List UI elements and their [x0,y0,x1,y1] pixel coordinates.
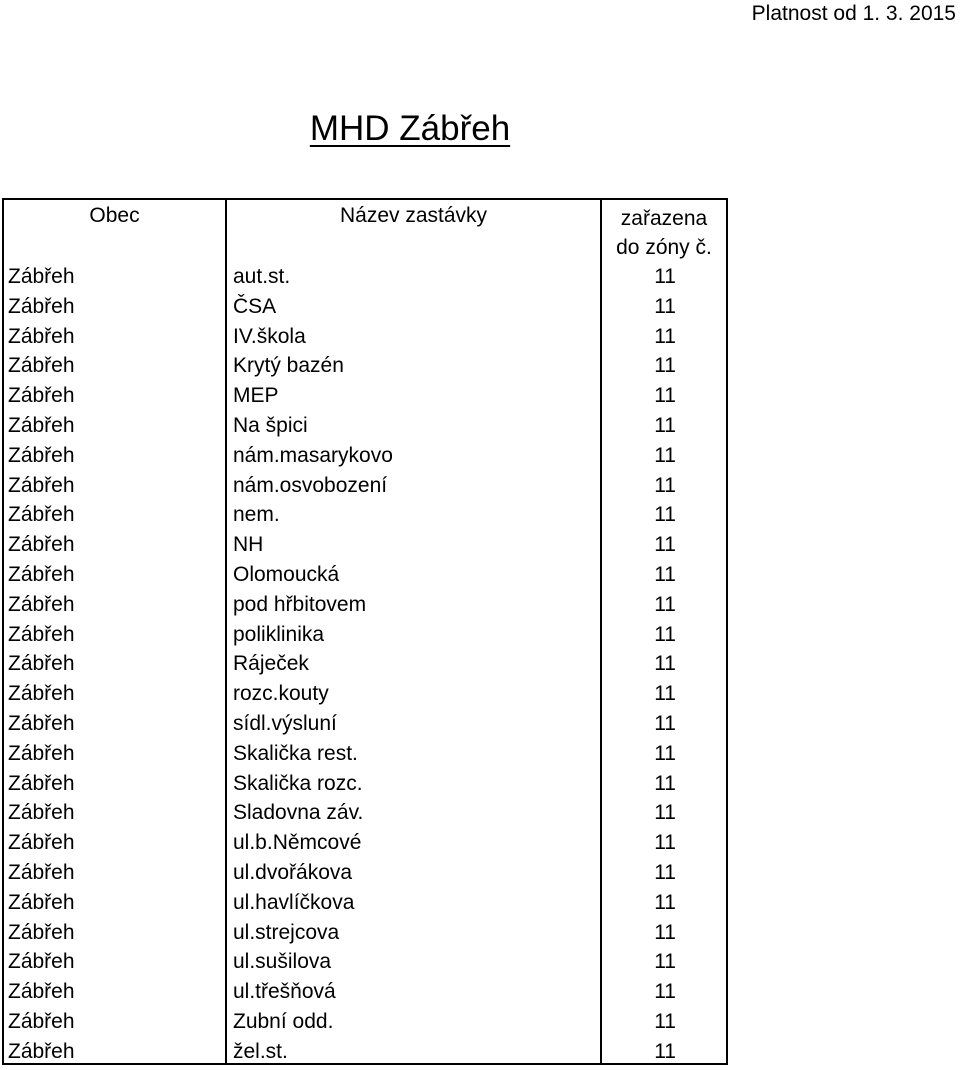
cell-obec: Zábřeh [8,413,75,437]
table-row [4,858,726,888]
cell-nazev-zastavky: ul.havlíčkova [233,890,355,914]
cell-obec: Zábřeh [8,562,75,586]
cell-obec: Zábřeh [8,592,75,616]
cell-obec: Zábřeh [8,443,75,467]
cell-zona: 11 [654,741,676,765]
cell-obec: Zábřeh [8,652,75,676]
cell-nazev-zastavky: žel.st. [233,1039,288,1063]
cell-zona: 11 [654,622,676,646]
header-nazev-zastavky: Název zastávky [339,204,488,227]
cell-nazev-zastavky: ul.sušilova [233,950,332,974]
table-row [4,411,726,441]
cell-zona: 11 [654,1009,676,1033]
cell-obec: Zábřeh [8,503,75,527]
cell-nazev-zastavky: ul.třešňová [233,980,336,1004]
table-row [4,1037,726,1067]
cell-nazev-zastavky: pod hřbitovem [233,592,367,616]
table-row [4,977,726,1007]
cell-obec: Zábřeh [8,711,75,735]
table-row [4,381,726,411]
cell-zona: 11 [654,473,676,497]
table-row [4,798,726,828]
cell-nazev-zastavky: sídl.výsluní [233,711,337,735]
cell-nazev-zastavky: poliklinika [233,622,325,646]
cell-obec: Zábřeh [8,294,75,318]
cell-nazev-zastavky: ul.b.Němcové [233,831,362,855]
cell-nazev-zastavky: rozc.kouty [233,682,329,706]
cell-zona: 11 [654,413,676,437]
stops-table [2,198,728,1065]
page-title: MHD Zábřeh [309,109,511,148]
table-body [4,262,726,1067]
cell-obec: Zábřeh [8,801,75,825]
cell-obec: Zábřeh [8,771,75,795]
table-row [4,560,726,590]
cell-obec: Zábřeh [8,324,75,348]
cell-nazev-zastavky: ul.strejcova [233,920,340,944]
cell-zona: 11 [654,384,676,408]
cell-nazev-zastavky: nem. [233,503,280,527]
cell-zona: 11 [654,443,676,467]
cell-obec: Zábřeh [8,384,75,408]
table-row [4,947,726,977]
table-row [4,1007,726,1037]
cell-obec: Zábřeh [8,741,75,765]
table-row [4,620,726,650]
cell-obec: Zábřeh [8,950,75,974]
cell-zona: 11 [654,860,676,884]
cell-zona: 11 [654,682,676,706]
cell-zona: 11 [654,771,676,795]
validity-date: Platnost od 1. 3. 2015 [751,2,956,25]
cell-nazev-zastavky: IV.škola [233,324,306,348]
cell-obec: Zábřeh [8,920,75,944]
table-header [4,200,726,264]
cell-zona: 11 [654,294,676,318]
cell-zona: 11 [654,950,676,974]
header-zona-line2: do zóny č. [616,236,712,259]
table-row [4,918,726,948]
cell-obec: Zábřeh [8,1039,75,1063]
cell-zona: 11 [654,324,676,348]
table-row [4,679,726,709]
cell-nazev-zastavky: NH [233,533,264,557]
cell-zona: 11 [654,831,676,855]
cell-zona: 11 [654,920,676,944]
cell-nazev-zastavky: Skalička rozc. [233,771,363,795]
cell-obec: Zábřeh [8,473,75,497]
table-row [4,709,726,739]
cell-zona: 11 [654,801,676,825]
cell-nazev-zastavky: ČSA [233,294,277,318]
table-row [4,888,726,918]
cell-nazev-zastavky: nám.osvobození [233,473,388,497]
table-row [4,351,726,381]
cell-zona: 11 [654,980,676,1004]
table-row [4,262,726,292]
cell-obec: Zábřeh [8,354,75,378]
cell-zona: 11 [654,592,676,616]
cell-zona: 11 [654,562,676,586]
cell-obec: Zábřeh [8,890,75,914]
cell-zona: 11 [654,354,676,378]
table-row [4,500,726,530]
cell-nazev-zastavky: nám.masarykovo [233,443,393,467]
table-row [4,322,726,352]
cell-zona: 11 [654,890,676,914]
cell-obec: Zábřeh [8,980,75,1004]
table-row [4,739,726,769]
cell-obec: Zábřeh [8,860,75,884]
table-row [4,471,726,501]
cell-obec: Zábřeh [8,831,75,855]
cell-zona: 11 [654,652,676,676]
cell-nazev-zastavky: Sladovna záv. [233,801,364,825]
table-row [4,292,726,322]
cell-obec: Zábřeh [8,622,75,646]
cell-zona: 11 [654,533,676,557]
cell-zona: 11 [654,1039,676,1063]
cell-obec: Zábřeh [8,265,75,288]
table-row [4,828,726,858]
table-row [4,441,726,471]
cell-obec: Zábřeh [8,533,75,557]
table-row [4,769,726,799]
table-row [4,530,726,560]
cell-nazev-zastavky: Na špici [233,413,308,437]
cell-nazev-zastavky: Zubní odd. [233,1009,334,1033]
cell-obec: Zábřeh [8,1009,75,1033]
table-row [4,590,726,620]
cell-nazev-zastavky: aut.st. [233,265,291,288]
cell-nazev-zastavky: Krytý bazén [233,354,344,378]
cell-zona: 11 [654,711,676,735]
cell-obec: Zábřeh [8,682,75,706]
cell-nazev-zastavky: Skalička rest. [233,741,358,765]
header-zona [602,204,726,262]
cell-nazev-zastavky: ul.dvořákova [233,860,353,884]
cell-nazev-zastavky: Ráječek [233,652,309,676]
table-row [4,649,726,679]
cell-nazev-zastavky: Olomoucká [233,562,340,586]
cell-zona: 11 [654,265,676,288]
cell-nazev-zastavky: MEP [233,384,279,408]
header-zona-line1: zařazena [620,207,708,230]
cell-zona: 11 [654,503,676,527]
header-obec: Obec [89,204,140,227]
